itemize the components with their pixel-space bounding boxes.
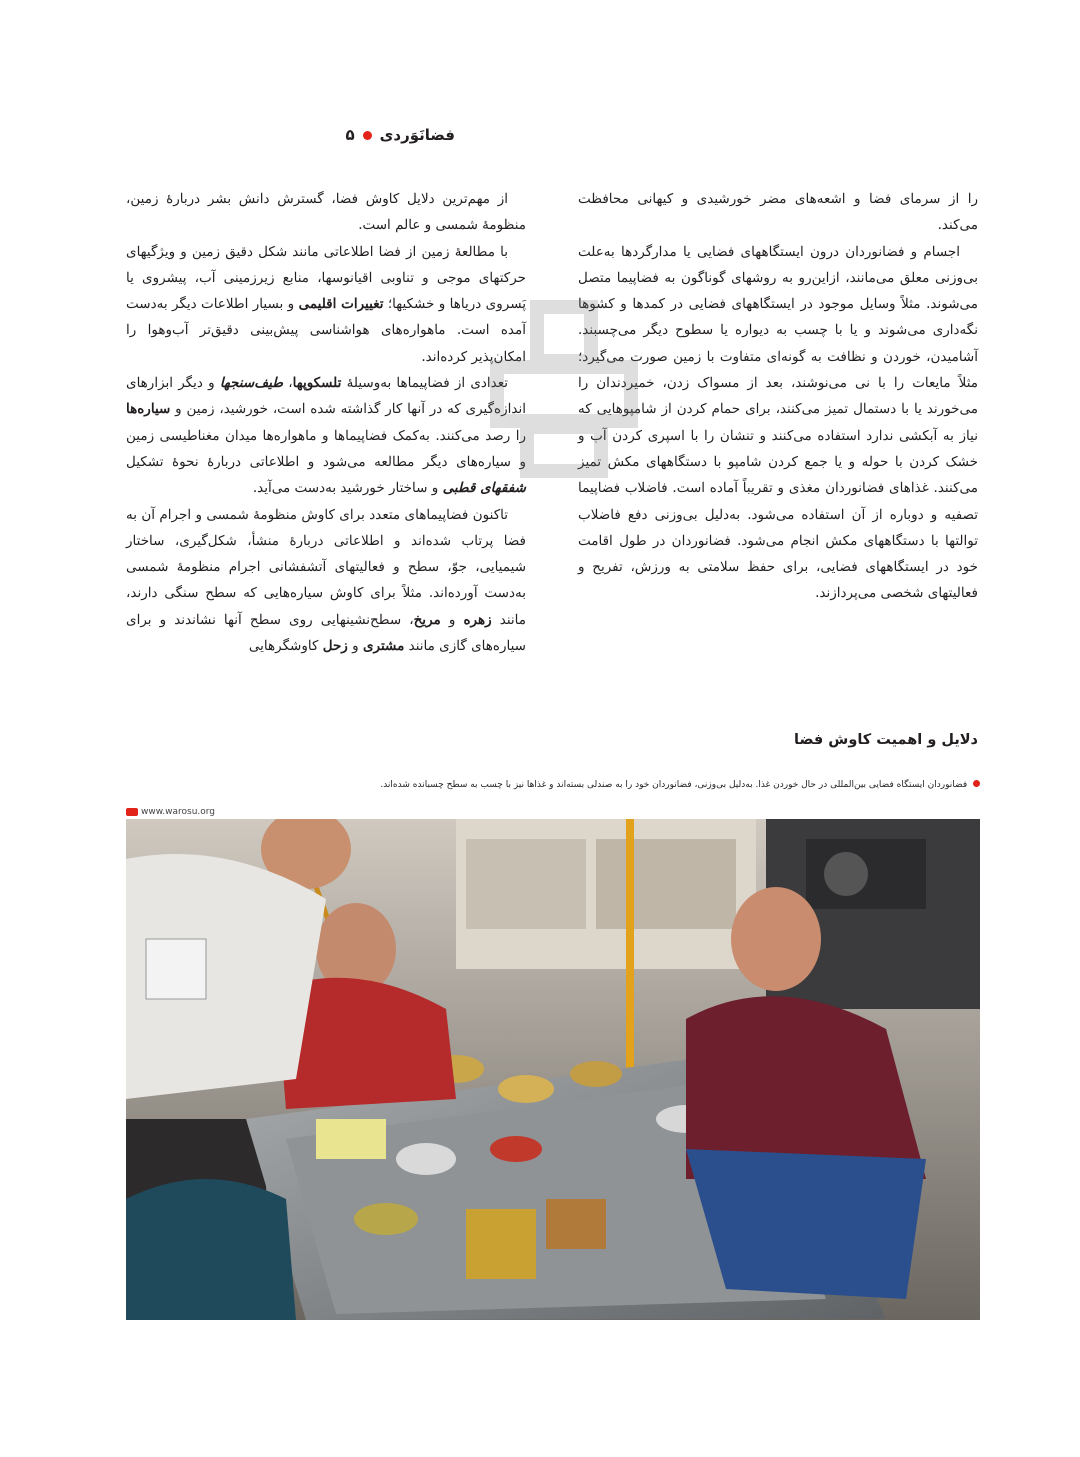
header-dot-icon <box>363 131 372 140</box>
text-run: تاکنون فضاپیماهای متعدد برای کاوش منظومهٔ شمسی و اجرام آن به فضا پرتاب شده‌اند و اطلاعاتی دربارهٔ منشأ، شکل‌گیری، ساختار شیمیایی، جوّ، سطح و فعالیتهای آتشفشانی اجرام منظومهٔ شمسی به‌دست آورده‌اند. مثلاً برای کاوش سیاره‌هایی که سطح سنگی دارند، مانند <box>126 506 526 628</box>
credit-text: www.warosu.org <box>141 807 216 817</box>
astronauts-eating-photo <box>126 819 980 1320</box>
site-logo-icon <box>126 808 138 816</box>
paragraph <box>126 370 526 501</box>
left-column <box>126 186 526 659</box>
text-run: و دیگر ابزارهای اندازه‌گیری که در آنها کار گذاشته شده است، خورشید، زمین و <box>126 375 526 418</box>
page-header <box>125 122 455 148</box>
text-run: و <box>352 638 359 655</box>
text-run: و ساختار خورشید به‌دست می‌آید. <box>252 480 439 497</box>
text-run: ، سطح‌نشینهایی روی سطح آنها نشاندند و برای سیاره‌های گازی مانند <box>126 611 526 655</box>
photo-illustration <box>126 819 980 1320</box>
paragraph: را از سرمای فضا و اشعه‌های مضر خورشیدی و کیهانی محافظت می‌کند. <box>578 191 978 234</box>
text-run: تعدادی از فضاپیماها به‌وسیلهٔ <box>346 375 509 392</box>
photo-caption <box>200 778 980 792</box>
term-link[interactable]: زحل <box>322 638 348 655</box>
paragraph <box>126 239 526 370</box>
term-link[interactable]: طیف‌سنجها <box>219 375 284 392</box>
term-link[interactable]: سیاره‌ها <box>126 401 171 418</box>
term-link[interactable]: مشتری <box>362 638 405 655</box>
text-run: و بسیار اطلاعات دیگر به‌دست آمده است. ماهواره‌های هواشناسی پیش‌بینی دقیق‌تر آب‌وهوا را امکان‌پذیر کرده‌اند. <box>126 296 526 365</box>
term-link[interactable]: شفقهای قطبی <box>442 480 526 497</box>
paragraph: اجسام و فضانوردان درون ایستگاههای فضایی یا مدارگردها به‌علت بی‌وزنی معلق می‌مانند، ازاین‌رو به روشهای گوناگون به فضاپیما متصل می‌شوند. مثلاً وسایل موجود در ایستگاههای فضایی در کمدها و کشوها نگه‌داری می‌شوند و یا با چسب به دیواره یا سطوح دیگر می‌چسبند. آشامیدن، خوردن و نظافت به گونه‌ای متفاوت با زمین صورت می‌گیرد؛ مثلاً مایعات را با نی می‌نوشند، بعد از مسواک زدن، خمیردندان را می‌خورند یا با دستمال تمیز می‌کنند، برای حمام کردن از شامپوهایی که نیاز به آبکشی ندارد استفاده می‌کنند و تنشان را با اسپری کردن آب و خشک کردن با حوله و یا جمع کردن شامپو با دستگاههای مکش تمیز می‌کنند. غذاهای فضانوردان مغذی و تقریباً آماده است. فاضلاب فضاپیما تصفیه و دوباره از آن استفاده می‌شود. به‌دلیل بی‌وزنی دفع فاضلاب توالتها با دستگاههای مکش انجام می‌شود. فضانوردان در طول اقامت خود در ایستگاههای فضایی، برای حفظ سلامتی به ورزش، تفریح و فعالیتهای شخصی می‌پردازند. <box>578 243 978 602</box>
section-heading: دلایل و اهمیت کاوش فضا <box>794 732 978 748</box>
right-column <box>578 186 978 607</box>
caption-bullet-icon <box>973 780 980 787</box>
text-run: با مطالعهٔ زمین از فضا اطلاعاتی مانند شکل دقیق زمین و ویژگیهای حرکتهای موجی و تناوبی اقیانوسها، منابع زیرزمینی آب، پیشروی یا پَسروی دریاها و خشکیها؛ <box>126 243 526 313</box>
page-number: ۵ <box>345 126 355 144</box>
text-run: کاوشگرهایی <box>248 638 319 655</box>
caption-text: فضانوردان ایستگاه فضایی بین‌المللی در حال خوردن غذا. به‌دلیل بی‌وزنی، فضانوردان خود را به صندلی بسته‌اند و غذاها نیز با چسب به سطح چسبانده شده‌اند. <box>380 780 968 790</box>
term-link[interactable]: تغییرات اقلیمی <box>298 296 384 313</box>
photo-credit[interactable] <box>126 807 215 817</box>
term-link[interactable]: زهره <box>463 611 492 628</box>
text-run: و <box>448 611 456 628</box>
term-link[interactable]: مریخ <box>413 611 441 628</box>
paragraph: از مهم‌ترین دلایل کاوش فضا، گسترش دانش بشر دربارهٔ زمین، منظومهٔ شمسی و عالم است. <box>126 191 526 234</box>
term-link[interactable]: تلسکوپها <box>292 375 342 392</box>
text-run: را رصد می‌کنند. به‌کمک فضاپیماها و ماهواره‌ها میدان مغناطیسی زمین و سیاره‌های دیگر مطالعه می‌شود و اطلاعاتی دربارهٔ نحوهٔ تشکیل <box>126 427 526 470</box>
paragraph <box>126 502 526 660</box>
chapter-title: فضانَوَردی <box>379 126 455 144</box>
text-run: ، <box>288 375 293 392</box>
